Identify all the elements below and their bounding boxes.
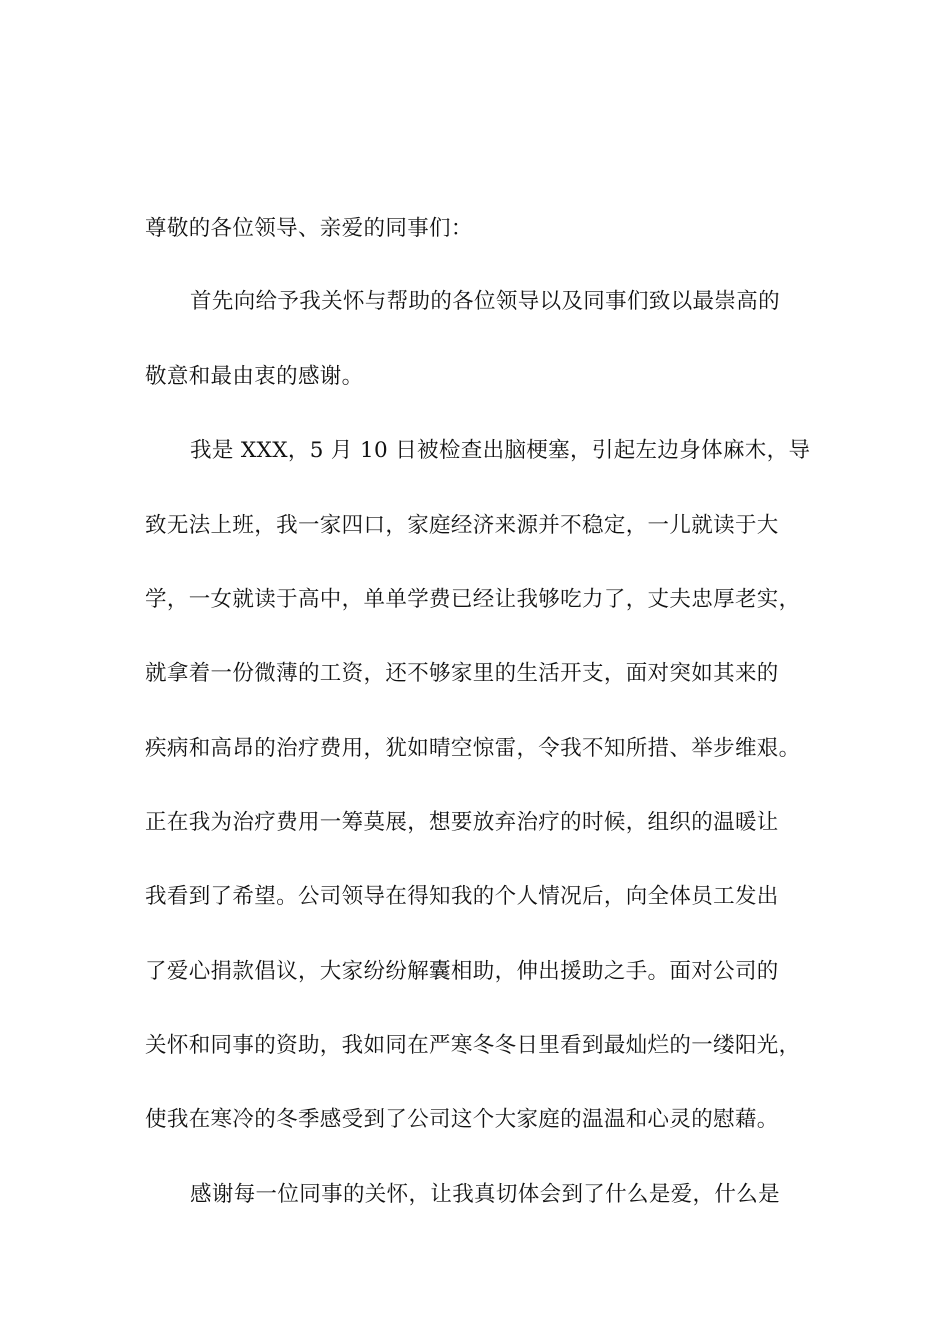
paragraph-2-line-6: 正在我为治疗费用一筹莫展，想要放弃治疗的时候，组织的温暖让: [145, 810, 779, 835]
paragraph-2-line-3: 学，一女就读于高中，单单学费已经让我够吃力了，丈夫忠厚老实，: [145, 587, 801, 612]
paragraph-2-line-7: 我看到了希望。公司领导在得知我的个人情况后，向全体员工发出: [145, 884, 779, 909]
paragraph-2-line-1: 我是 XXX，5 月 10 日被检查出脑梗塞，引起左边身体麻木，导: [190, 438, 811, 463]
greeting-line: 尊敬的各位领导、亲爱的同事们：: [145, 216, 473, 241]
paragraph-2-line-9: 关怀和同事的资助，我如同在严寒冬冬日里看到最灿烂的一缕阳光，: [145, 1033, 801, 1058]
paragraph-3-line-1: 感谢每一位同事的关怀，让我真切体会到了什么是爱，什么是: [190, 1182, 780, 1207]
paragraph-2-line-5: 疾病和高昂的治疗费用，犹如晴空惊雷，令我不知所措、举步维艰。: [145, 736, 801, 761]
paragraph-2-line-4: 就拿着一份微薄的工资，还不够家里的生活开支，面对突如其来的: [145, 661, 779, 686]
paragraph-2-line-8: 了爱心捐款倡议，大家纷纷解囊相助，伸出援助之手。面对公司的: [145, 959, 779, 984]
paragraph-1-line-1: 首先向给予我关怀与帮助的各位领导以及同事们致以最崇高的: [190, 289, 780, 314]
paragraph-2-line-2: 致无法上班，我一家四口，家庭经济来源并不稳定，一儿就读于大: [145, 513, 779, 538]
paragraph-1-line-2: 敬意和最由衷的感谢。: [145, 364, 364, 389]
paragraph-2-line-10: 使我在寒冷的冬季感受到了公司这个大家庭的温温和心灵的慰藉。: [145, 1107, 779, 1132]
